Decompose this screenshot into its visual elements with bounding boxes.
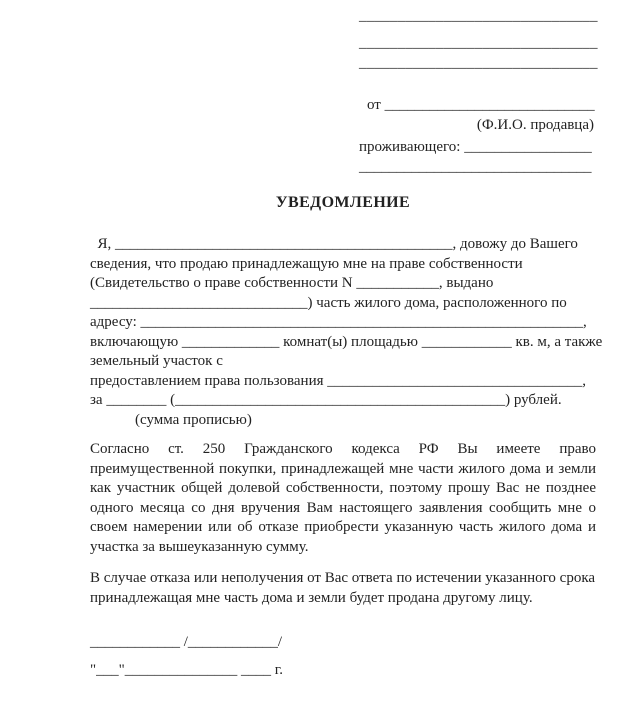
date-line: "___"_______________ ____ г. <box>90 662 283 678</box>
header-blank-line-4: _______________________________ <box>359 159 592 175</box>
intro-line: Я, _____________________________________________, довожу до Вашего <box>90 236 578 252</box>
residing-blank-field: _________________ <box>464 139 592 155</box>
intro-line: адресу: ___________________________________________________________, <box>90 314 587 330</box>
seller-fio-caption: (Ф.И.О. продавца) <box>476 117 594 133</box>
refusal-consequence-paragraph: В случае отказа или неполучения от Вас ответа по истечении указанного срока принадлежащая мне часть дома и земли будет продана другому лицу. <box>90 570 596 606</box>
intro-line: включающую _____________ комнат(ы) площадью ____________ кв. м, а также <box>90 333 603 350</box>
sum-in-words-caption: (сумма прописью) <box>90 411 252 428</box>
header-blank-line-3: _______________________________ <box>359 55 598 71</box>
header-blank-line-2: _______________________________ <box>359 35 598 51</box>
legal-basis-paragraph: Согласно ст. 250 Гражданского кодекса РФ Вы имеете право преимущественной покупки, принадлежащей мне части жилого дома и земли как участник общей долевой собственности, поэтому прошу Вас не позднее одного месяца со дня вручения Вам настоящего заявления сообщить мне о своем намерении или об отказе приобрести указанную часть жилого дома и участка за вышеуказанную сумму. <box>90 441 596 555</box>
intro-line: сведения, что продаю принадлежащую мне на праве собственности <box>90 255 523 272</box>
from-line <box>359 95 596 115</box>
header-address-block <box>359 6 596 177</box>
document-title: УВЕДОМЛЕНИЕ <box>275 194 411 211</box>
header-blank-line-1: _______________________________ <box>359 8 598 24</box>
residing-label: проживающего: <box>359 139 465 155</box>
intro-line: (Свидетельство о праве собственности N ___________, выдано <box>90 275 494 291</box>
from-label: от <box>367 97 385 113</box>
intro-line: _____________________________) часть жилого дома, расположенного по <box>90 294 567 311</box>
intro-line: предоставлением права пользования __________________________________, <box>90 372 586 389</box>
intro-line: за ________ (____________________________________________) рублей. <box>90 392 562 408</box>
residing-line <box>359 137 596 157</box>
intro-paragraph <box>90 235 603 430</box>
from-blank-field: ____________________________ <box>384 97 595 113</box>
intro-line: земельный участок с <box>90 353 223 369</box>
signature-line: ____________ /____________/ <box>90 634 283 650</box>
